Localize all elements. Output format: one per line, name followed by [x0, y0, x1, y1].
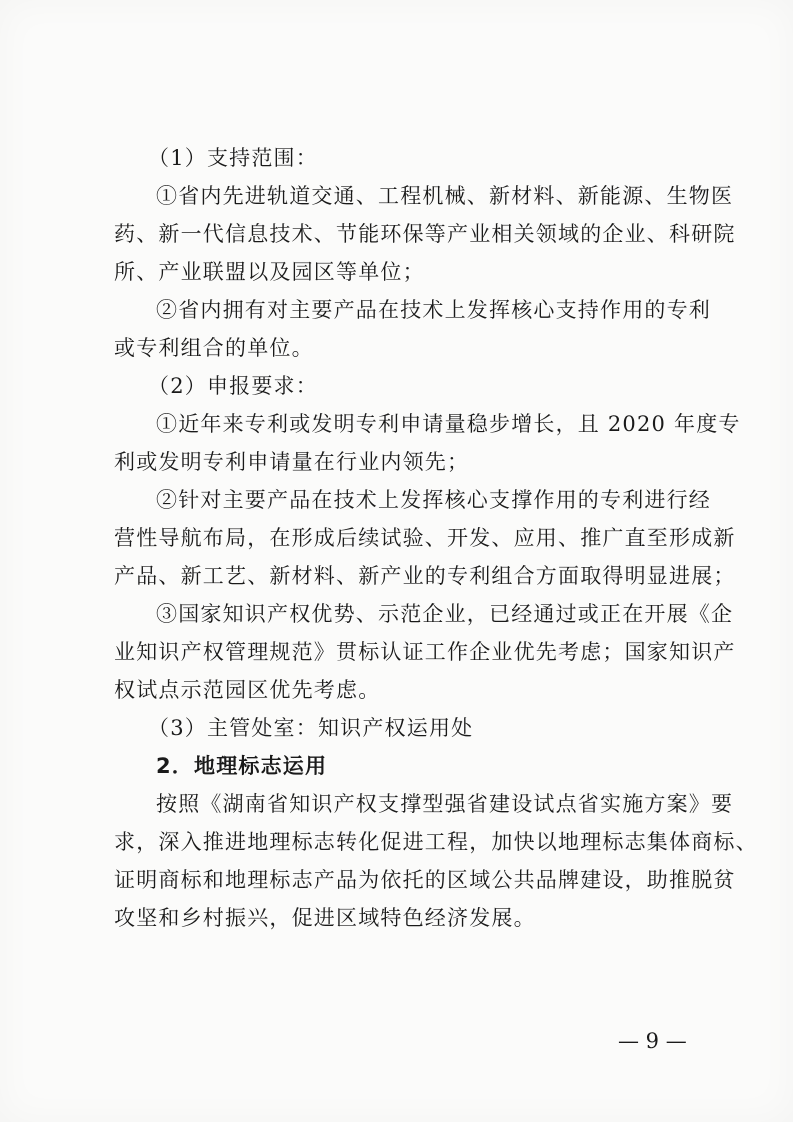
- document-body: [114, 139, 758, 937]
- paragraph-line: 权试点示范园区优先考虑。: [114, 678, 381, 702]
- paragraph-line: 或专利组合的单位。: [114, 336, 314, 360]
- paragraph-line: 利或发明专利申请量在行业内领先；: [114, 450, 470, 474]
- paragraph-line: ③国家知识产权优势、示范企业，已经通过或正在开展《企: [156, 602, 734, 626]
- paragraph-line: 按照《湖南省知识产权支撑型强省建设试点省实施方案》要: [156, 792, 734, 816]
- page-number: — 9 —: [618, 1029, 687, 1053]
- subsection-heading-department: （3）主管处室：知识产权运用处: [148, 716, 474, 740]
- subsection-heading-scope: （1）支持范围：: [148, 146, 318, 170]
- paragraph-line: 证明商标和地理标志产品为依托的区域公共品牌建设，助推脱贫: [114, 868, 736, 892]
- paragraph-line: 营性导航布局，在形成后续试验、开发、应用、推广直至形成新: [114, 526, 736, 550]
- paragraph-line: 求，深入推进地理标志转化促进工程，加快以地理标志集体商标、: [114, 830, 758, 854]
- section-heading-geographic-indication: 2．地理标志运用: [156, 754, 328, 778]
- paragraph-line: 攻坚和乡村振兴，促进区域特色经济发展。: [114, 906, 536, 930]
- paragraph-line: ①近年来专利或发明专利申请量稳步增长，且 2020 年度专: [156, 412, 741, 436]
- paragraph-line: 产品、新工艺、新材料、新产业的专利组合方面取得明显进展；: [114, 564, 736, 588]
- paragraph-line: 药、新一代信息技术、节能环保等产业相关领域的企业、科研院: [114, 222, 736, 246]
- paragraph-line: 所、产业联盟以及园区等单位；: [114, 260, 425, 284]
- paragraph-line: ①省内先进轨道交通、工程机械、新材料、新能源、生物医: [156, 184, 734, 208]
- paragraph-line: ②省内拥有对主要产品在技术上发挥核心支持作用的专利: [156, 298, 711, 322]
- paragraph-line: 业知识产权管理规范》贯标认证工作企业优先考虑；国家知识产: [114, 640, 736, 664]
- paragraph-line: ②针对主要产品在技术上发挥核心支撑作用的专利进行经: [156, 488, 711, 512]
- subsection-heading-requirements: （2）申报要求：: [148, 374, 318, 398]
